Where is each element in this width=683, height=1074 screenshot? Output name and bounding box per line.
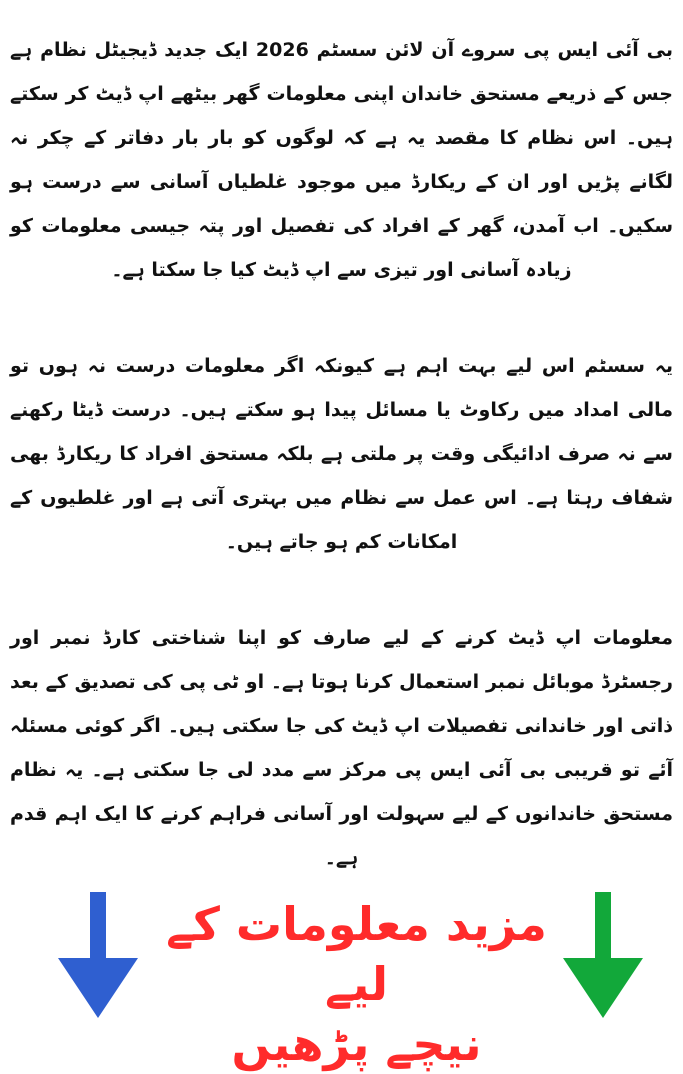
article-paragraph: بی آئی ایس پی سروے آن لائن سسٹم 2026 ایک جدید ڈیجیٹل نظام ہے جس کے ذریعے مستحق خاندان اپنی معلومات گھر بیٹھے اپ ڈیٹ کر سکتے ہیں۔ اس نظام کا مقصد یہ ہے کہ لوگوں کو بار بار دفاتر کے چکر نہ لگانے پڑیں اور ان کے ریکارڈ میں موجود غلطیاں آسانی سے درست ہو سکیں۔ اب آمدن، گھر کے افراد کی تفصیل اور پتہ جیسی معلومات کو زیادہ آسانی اور تیزی سے اپ ڈیٹ کیا جا سکتا ہے۔ bbox=[10, 39, 673, 281]
read-more-callout[interactable] bbox=[150, 894, 563, 1074]
article-paragraph: یہ سسٹم اس لیے بہت اہم ہے کیونکہ اگر معلومات درست نہ ہوں تو مالی امداد میں رکاوٹ یا مسائل پیدا ہو سکتے ہیں۔ درست ڈیٹا رکھنے سے نہ صرف ادائیگی وقت پر ملتی ہے بلکہ مستحق افراد کا ریکارڈ بھی شفاف رہتا ہے۔ اس عمل سے نظام میں بہتری آتی ہے اور غلطیوں کے امکانات کم ہو جاتے ہیں۔ bbox=[10, 355, 673, 553]
arrow-head bbox=[58, 958, 138, 1018]
arrow-head bbox=[563, 958, 643, 1018]
arrow-down-icon bbox=[563, 892, 643, 1020]
read-more-line-1: مزید معلومات کے لیے bbox=[166, 897, 547, 1011]
read-more-banner bbox=[0, 888, 683, 1071]
read-more-line-2: نیچے پڑھیں bbox=[231, 1017, 482, 1071]
article-paragraph: معلومات اپ ڈیٹ کرنے کے لیے صارف کو اپنا شناختی کارڈ نمبر اور رجسٹرڈ موبائل نمبر استعمال کرنا ہوتا ہے۔ او ٹی پی کی تصدیق کے بعد ذاتی اور خاندانی تفصیلات اپ ڈیٹ کی جا سکتی ہیں۔ اگر کوئی مسئلہ آئے تو قریبی بی آئی ایس پی مرکز سے مدد لی جا سکتی ہے۔ یہ نظام مستحق خاندانوں کے لیے سہولت اور آسانی فراہم کرنے کا ایک اہم قدم ہے۔ bbox=[10, 627, 673, 869]
arrow-down-icon bbox=[58, 892, 138, 1020]
article-body bbox=[10, 28, 673, 880]
